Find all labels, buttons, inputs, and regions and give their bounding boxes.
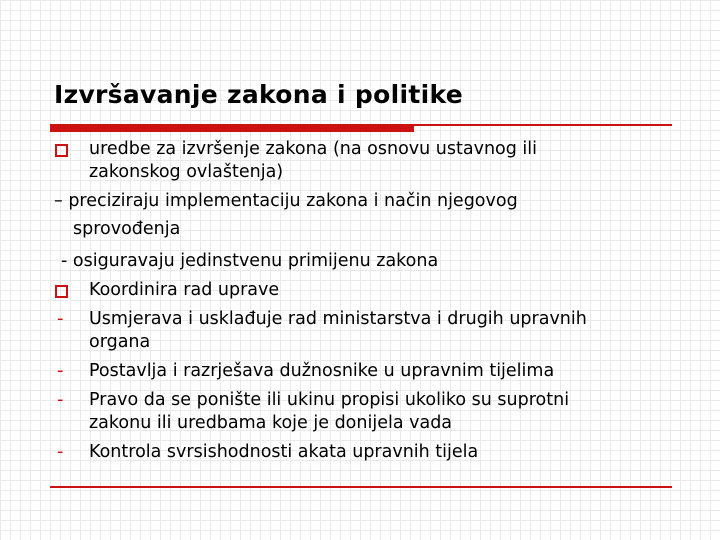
list-item-preciziraju-line2: sprovođenja — [73, 219, 181, 239]
list-item-uredbe-line1: uredbe za izvršenje zakona (na osnovu ustavnog ili — [89, 139, 538, 159]
dash-bullet-icon: - — [57, 308, 64, 329]
dash-bullet-icon: - — [57, 360, 64, 381]
dash-bullet-icon: - — [57, 389, 64, 410]
square-bullet-icon — [55, 144, 68, 157]
list-item-postavlja: Postavlja i razrješava dužnosnike u upravnim tijelima — [89, 361, 555, 381]
dash-bullet-icon: - — [57, 441, 64, 462]
list-item-uredbe-line2: zakonskog ovlaštenja) — [89, 162, 284, 182]
slide-title: Izvršavanje zakona i politike — [54, 80, 463, 109]
list-item-koordinira: Koordinira rad uprave — [89, 280, 280, 300]
list-item-pravo-line2: zakonu ili uredbama koje je donijela vada — [89, 413, 453, 433]
list-item-preciziraju-line1: – preciziraju implementaciju zakona i način njegovog — [54, 191, 518, 211]
list-item-usmjerava-line2: organa — [89, 332, 151, 352]
list-item-osiguravaju: - osiguravaju jedinstvenu primijenu zakona — [61, 251, 439, 271]
list-item-usmjerava-line1: Usmjerava i usklađuje rad ministarstva i drugih upravnih — [89, 309, 587, 329]
bottom-rule — [50, 486, 672, 488]
list-item-pravo-line1: Pravo da se ponište ili ukinu propisi ukoliko su suprotni — [89, 390, 570, 410]
list-item-kontrola: Kontrola svrsishodnosti akata upravnih tijela — [89, 442, 479, 462]
square-bullet-icon — [55, 285, 68, 298]
